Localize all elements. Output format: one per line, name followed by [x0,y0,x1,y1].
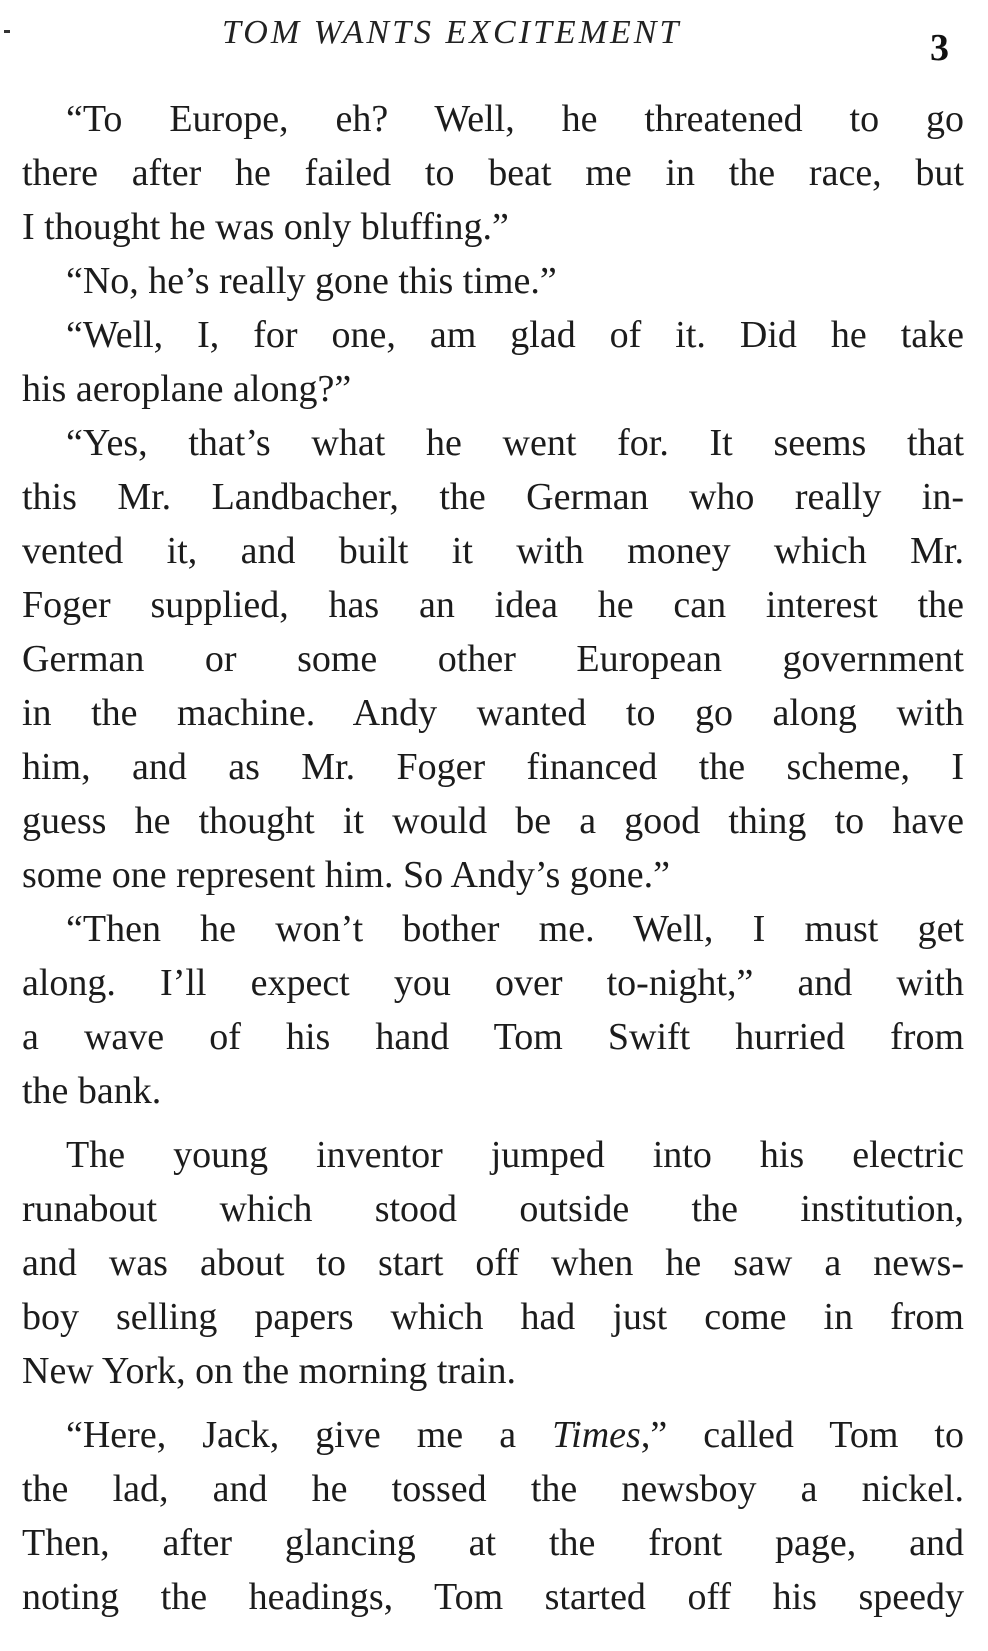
times-after: ,” called Tom to [640,1414,964,1456]
text-line: “Well, I, for one, am glad of it. Did he take [66,314,964,356]
text-line: there after he failed to beat me in the race, but [22,152,964,194]
body-text [22,92,964,1624]
text-line: boy selling papers which had just come in from [22,1296,964,1338]
text-line: him, and as Mr. Foger financed the scheme, I [22,746,964,788]
text-line: “No, he’s really gone this time.” [66,260,557,302]
text-line: Foger supplied, has an idea he can interest the [22,584,964,626]
text-line: and was about to start off when he saw a news- [22,1242,964,1284]
times-italic: Times [552,1414,641,1456]
text-line: New York, on the morning train. [22,1350,516,1392]
text-line: German or some other European government [22,638,964,680]
running-head [0,14,988,69]
text-line: a wave of his hand Tom Swift hurried from [22,1016,964,1058]
text-line: I thought he was only bluffing.” [22,206,509,248]
text-line: “Yes, that’s what he went for. It seems that [66,422,964,464]
text-line: “To Europe, eh? Well, he threatened to go [66,98,964,140]
text-line-times [22,1408,964,1462]
text-line: the bank. [22,1070,162,1112]
times-before: “Here, Jack, give me a [66,1414,553,1456]
text-line: this Mr. Landbacher, the German who really in- [22,476,964,518]
text-line: some one represent him. So Andy’s gone.” [22,854,671,896]
text-line: guess he thought it would be a good thing to have [22,800,964,842]
text-line: along. I’ll expect you over to-night,” and with [22,962,964,1004]
text-line: the lad, and he tossed the newsboy a nickel. [22,1468,964,1510]
text-line: his aeroplane along?” [22,368,352,410]
text-line: runabout which stood outside the institution, [22,1188,964,1230]
text-line: “Then he won’t bother me. Well, I must get [66,908,964,950]
text-line: Then, after glancing at the front page, and [22,1522,964,1564]
text-line: noting the headings, Tom started off his speedy [22,1576,964,1618]
page-number: 3 [930,27,949,69]
text-line: vented it, and built it with money which Mr. [22,530,964,572]
text-line: The young inventor jumped into his electric [66,1134,964,1176]
running-title: TOM WANTS EXCITEMENT [222,14,682,51]
text-line: in the machine. Andy wanted to go along with [22,692,964,734]
